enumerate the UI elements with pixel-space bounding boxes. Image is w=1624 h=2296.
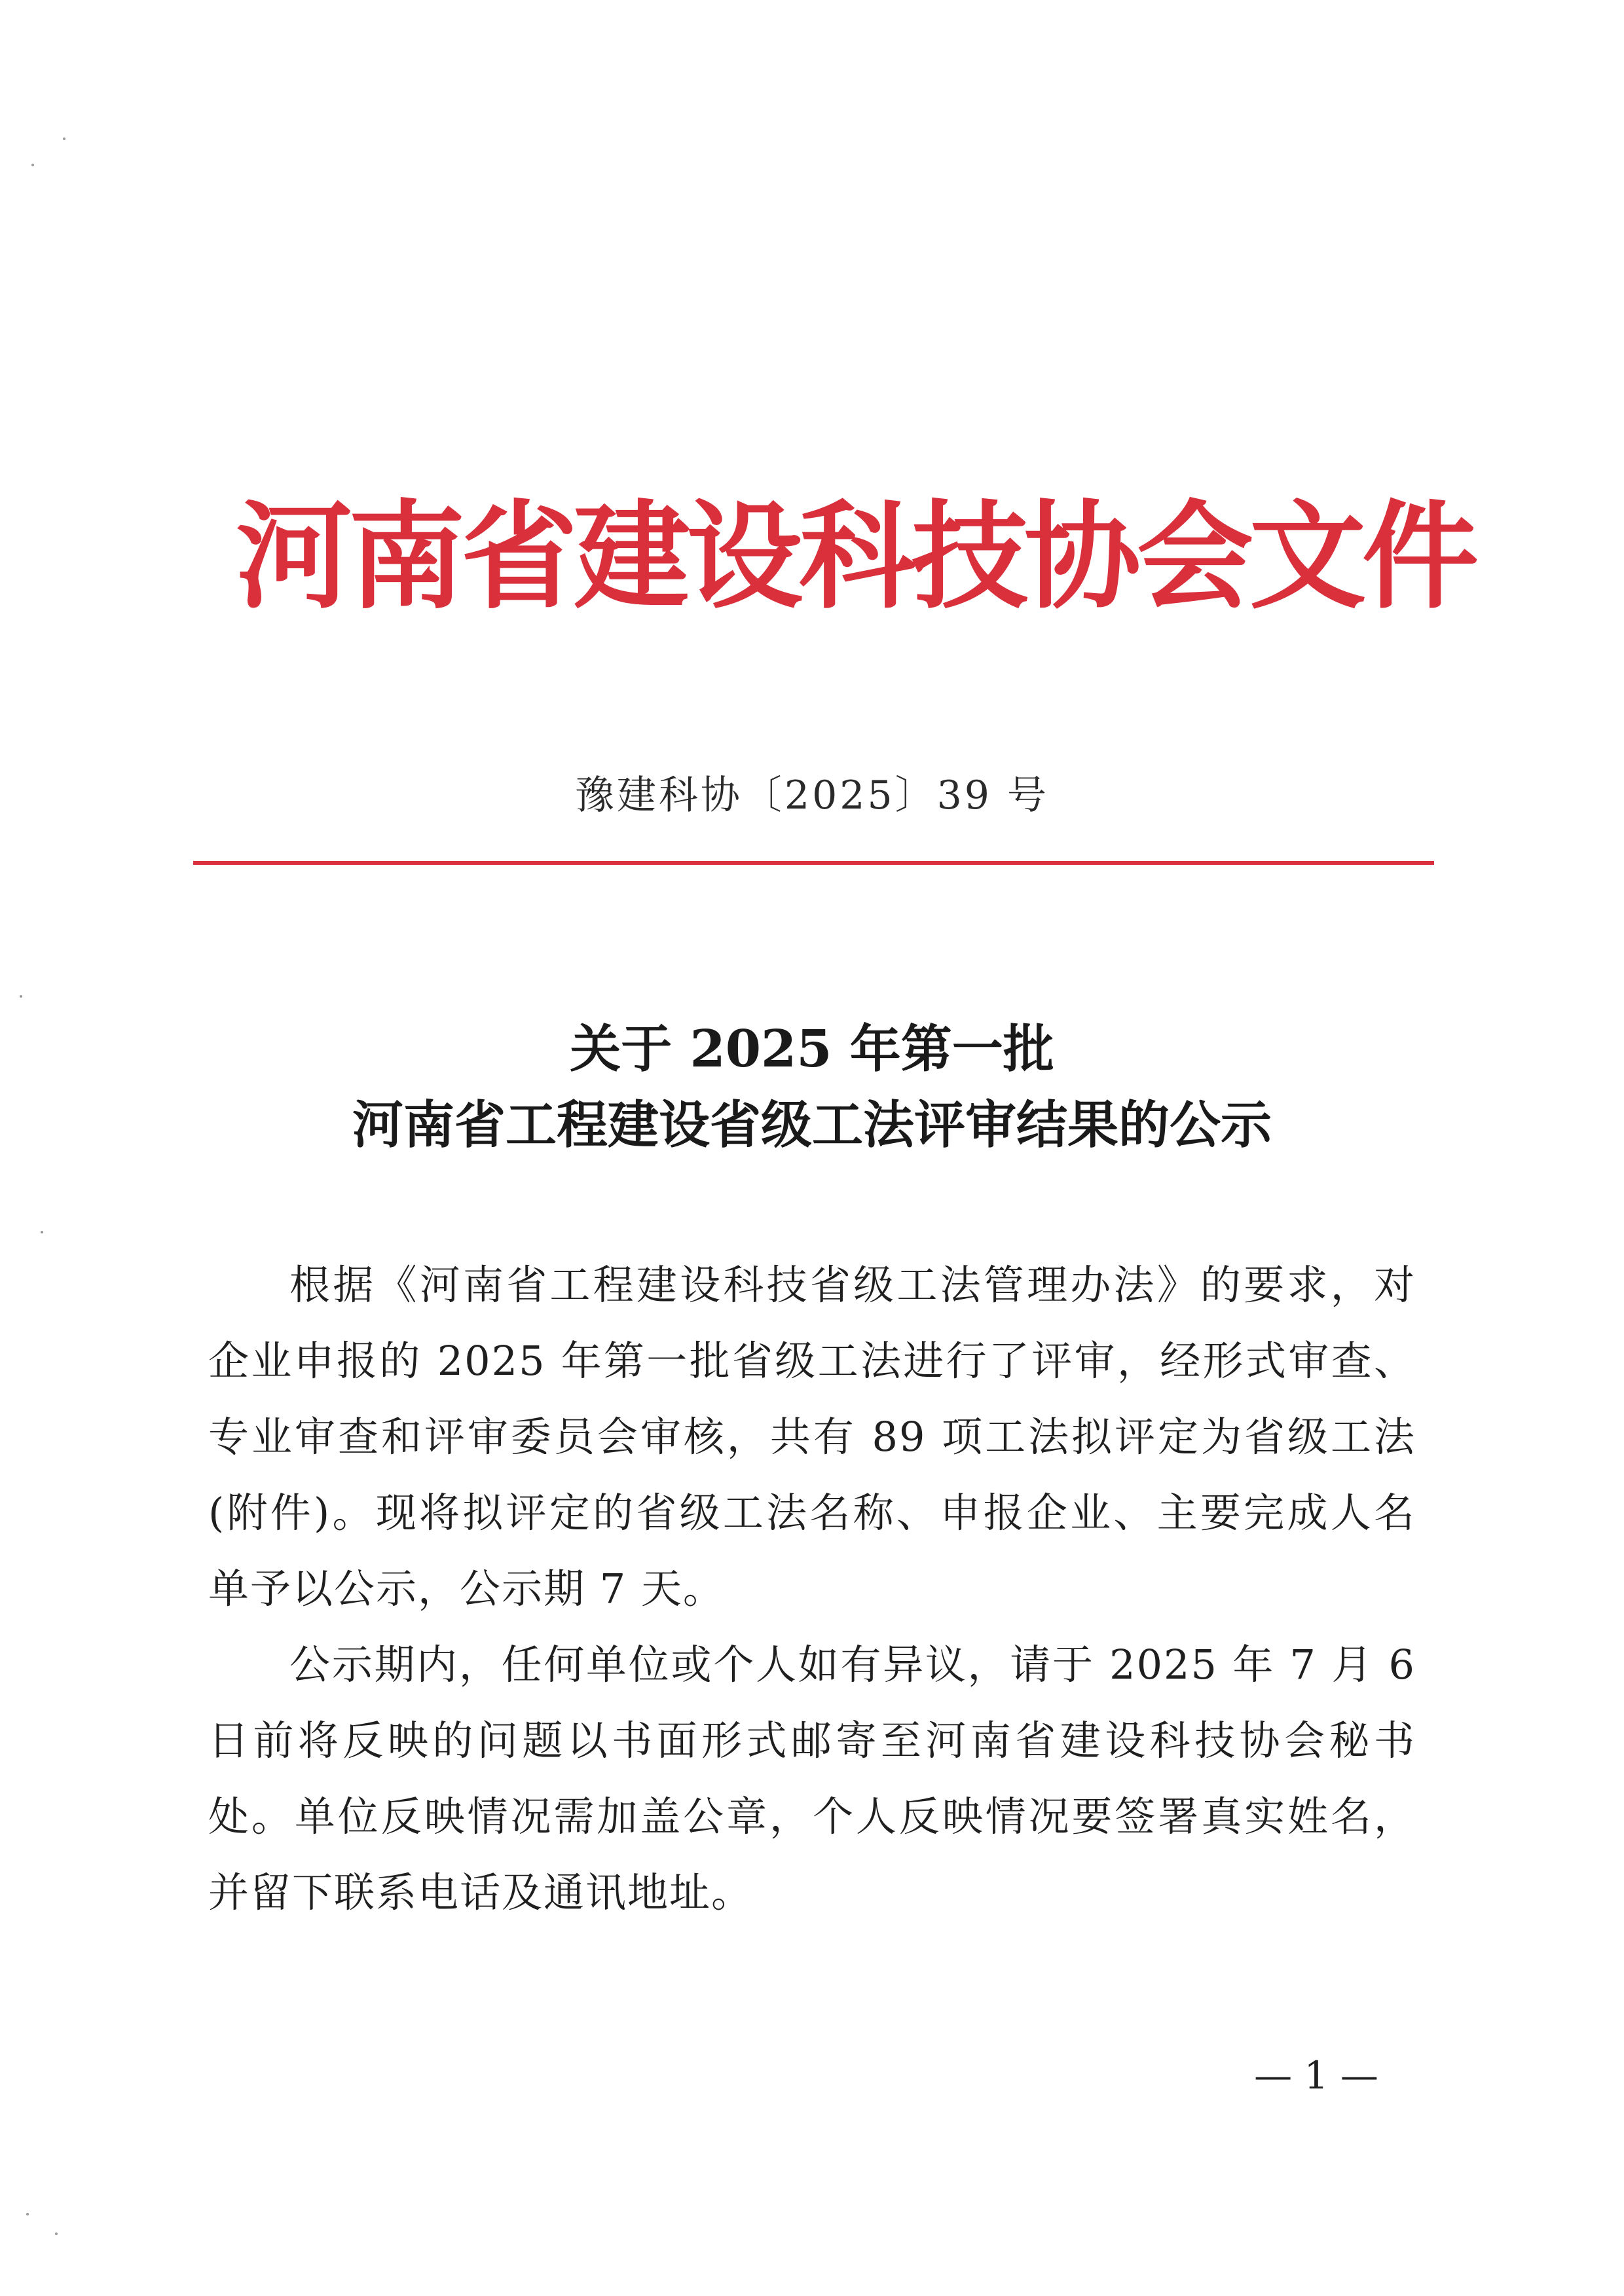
notice-title-line-2: 河南省工程建设省级工法评审结果的公示 <box>352 1095 1272 1155</box>
body-paragraph-2: 公示期内，任何单位或个人如有异议，请于 2025 年 7 月 6 日前将反映的问题以书面形式邮寄至河南省建设科技协会秘书处。单位反映情况需加盖公章，个人反映情况要签署真实姓名，并留下联系电话及通讯地址。 <box>208 1641 1416 1916</box>
scan-speck <box>20 995 22 998</box>
red-divider-line <box>193 861 1434 865</box>
page-number: — 1 — <box>1254 2053 1378 2098</box>
document-number: 豫建科协〔2025〕39 号 <box>574 773 1050 818</box>
notice-title-line-1: 关于 2025 年第一批 <box>570 1019 1054 1079</box>
notice-body <box>208 1247 1416 1931</box>
body-paragraph-1: 根据《河南省工程建设科技省级工法管理办法》的要求，对企业申报的 2025 年第一批省级工法进行了评审，经形式审查、专业审查和评审委员会审核，共有 89 项工法拟评定为省级工法(附件)。现将拟评定的省级工法名称、申报企业、主要完成人名单予以公示，公示期 7 天。 <box>208 1261 1416 1613</box>
notice-title <box>196 1011 1428 1163</box>
scan-speck <box>55 2232 58 2235</box>
scan-speck <box>26 2213 29 2215</box>
scan-speck <box>41 1231 43 1233</box>
scan-speck <box>63 137 65 140</box>
org-header-title: 河南省建设科技协会文件 <box>236 488 1475 625</box>
scan-speck <box>31 164 34 166</box>
